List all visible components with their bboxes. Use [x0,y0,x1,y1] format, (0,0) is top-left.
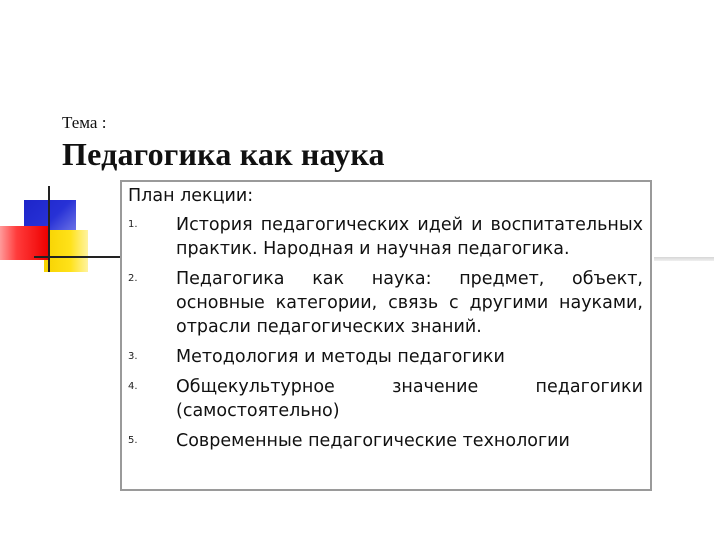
horizontal-line-decoration [34,256,120,258]
plan-item-text: Современные педагогические технологии [176,431,570,451]
lecture-plan-box [120,180,652,491]
plan-heading: План лекции: [128,186,254,206]
vertical-line-decoration [48,186,50,272]
plan-item-text: Общекультурное значение педагогики (самостоятельно) [176,377,643,421]
plan-item-number: 3. [128,351,138,362]
plan-item-text: Педагогика как наука: предмет, объект, основные категории, связь с другими науками, отрасли педагогических знаний. [176,269,643,337]
plan-item-number: 1. [128,219,138,230]
plan-item-text: История педагогических идей и воспитательных практик. Народная и научная педагогика. [176,215,643,259]
plan-list [128,213,643,453]
plan-item-5 [128,429,643,453]
topic-label: Тема : [62,113,107,132]
plan-item-text: Методология и методы педагогики [176,347,505,367]
plan-item-3 [128,345,643,369]
plan-item-2 [128,267,643,339]
slide-title: Педагогика как наука [62,136,385,172]
plan-item-number: 5. [128,435,138,446]
plan-item-number: 4. [128,381,138,392]
red-square-decoration [0,226,48,260]
plan-item-4 [128,375,643,423]
yellow-square-decoration [44,230,88,272]
plan-item-number: 2. [128,273,138,284]
right-line-decoration [654,257,714,261]
plan-item-1 [128,213,643,261]
